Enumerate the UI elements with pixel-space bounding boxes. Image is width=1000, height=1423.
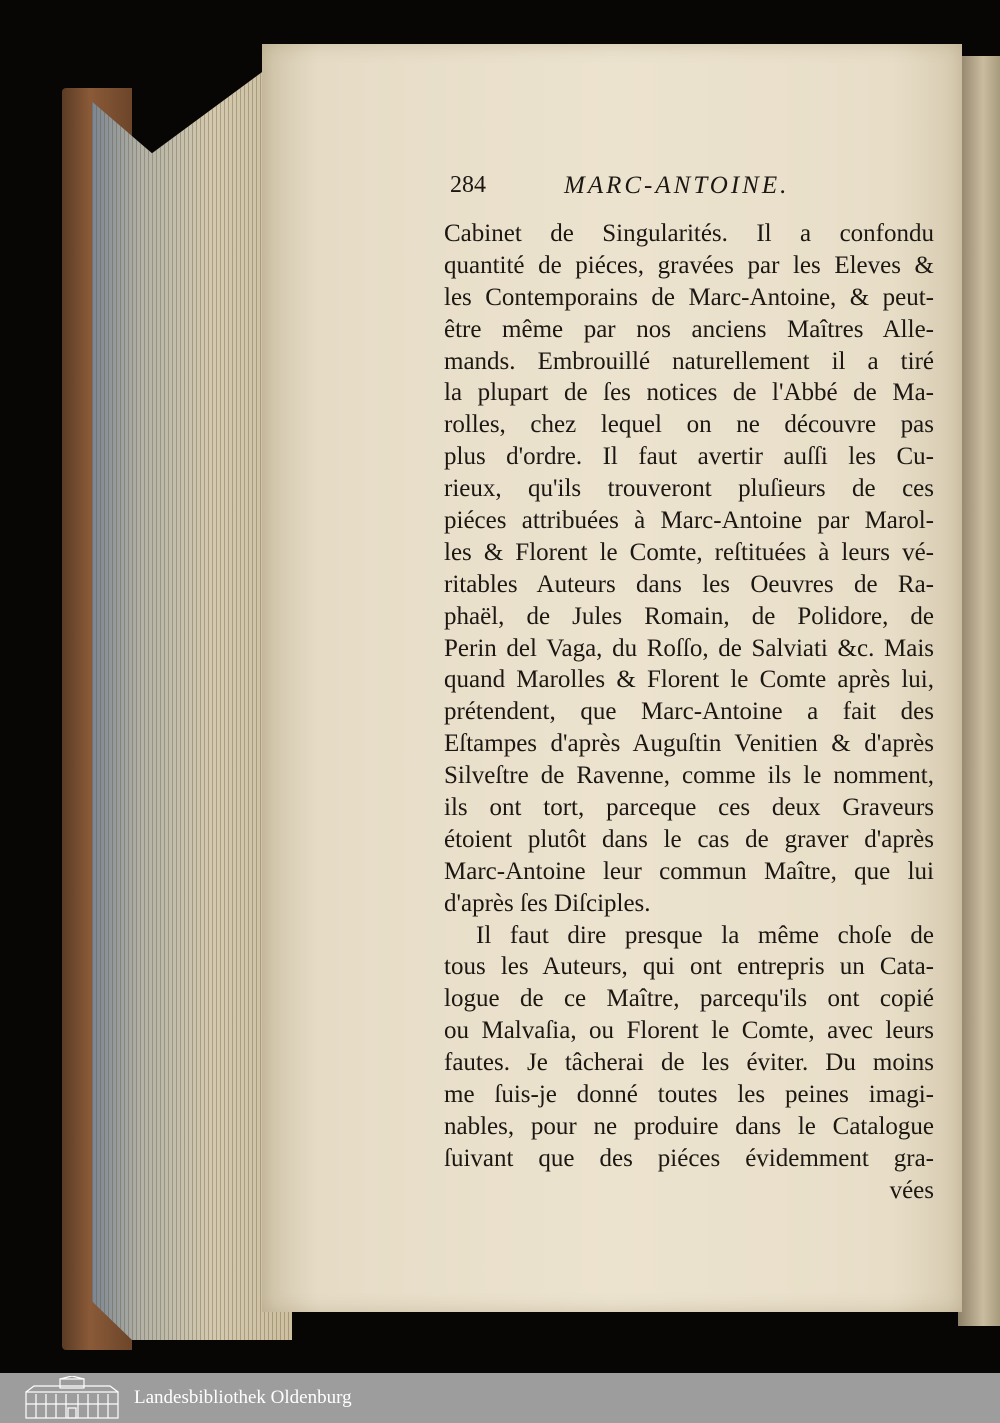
text-line: phaël, de Jules Romain, de Polidore, de (444, 602, 934, 630)
text-line: fautes. Je tâcherai de les éviter. Du moins (444, 1049, 934, 1077)
text-line: plus d'ordre. Il faut avertir auſſi les Cu- (444, 443, 934, 471)
text-line: me ſuis-je donné toutes les peines imagi- (444, 1081, 934, 1109)
text-line: rolles, chez lequel on ne découvre pas (444, 411, 934, 439)
body-text (444, 218, 934, 1207)
text-line: les & Florent le Comte, reſtituées à leurs vé- (444, 538, 934, 566)
text-line: Silveſtre de Ravenne, comme ils le nomment, (444, 762, 934, 790)
footer-bar (0, 1373, 1000, 1423)
library-building-icon (22, 1376, 122, 1420)
text-line: Eſtampes d'après Auguſtin Venitien & d'après (444, 730, 934, 758)
text-line: quand Marolles & Florent le Comte après lui, (444, 666, 934, 694)
text-line: ils ont tort, parceque ces deux Graveurs (444, 794, 934, 822)
library-name: Landesbibliothek Oldenburg (134, 1387, 352, 1408)
text-line: ſuivant que des piéces évidemment gra- (444, 1144, 934, 1172)
text-line: Marc-Antoine leur commun Maître, que lui (444, 857, 934, 885)
text-line: Il faut dire presque la même choſe de (476, 921, 934, 949)
text-line: Cabinet de Singularités. Il a confondu (444, 220, 934, 247)
text-line: ou Malvaſia, ou Florent le Comte, avec leurs (444, 1017, 934, 1045)
text-line: ritables Auteurs dans les Oeuvres de Ra- (444, 570, 934, 598)
running-title: MARC-ANTOINE. (564, 172, 790, 199)
text-line: rieux, qu'ils trouveront pluſieurs de ces (444, 475, 934, 503)
text-line: tous les Auteurs, qui ont entrepris un Cata- (444, 953, 934, 981)
text-line: piéces attribuées à Marc-Antoine par Marol- (444, 507, 934, 535)
text-line: les Contemporains de Marc-Antoine, & peut- (444, 283, 934, 311)
text-line: être même par nos anciens Maîtres Alle- (444, 315, 934, 343)
page-number: 284 (450, 172, 486, 198)
facing-page-edge (958, 56, 1000, 1326)
text-line: la plupart de ſes notices de l'Abbé de Ma- (444, 379, 934, 407)
text-line: étoient plutôt dans le cas de graver d'après (444, 825, 934, 853)
text-line: logue de ce Maître, parcequ'ils ont copié (444, 985, 934, 1013)
running-head (450, 172, 840, 206)
text-line: d'après ſes Diſciples. (444, 889, 651, 917)
text-line: mands. Embrouillé naturellement il a tiré (444, 347, 934, 375)
catchword: vées (889, 1176, 934, 1204)
text-line: prétendent, que Marc-Antoine a fait des (444, 698, 934, 726)
text-line: quantité de piéces, gravées par les Eleves & (444, 251, 934, 279)
text-line: Perin del Vaga, du Roſſo, de Salviati &c. Mais (444, 634, 934, 662)
text-line: nables, pour ne produire dans le Catalogue (444, 1112, 934, 1140)
